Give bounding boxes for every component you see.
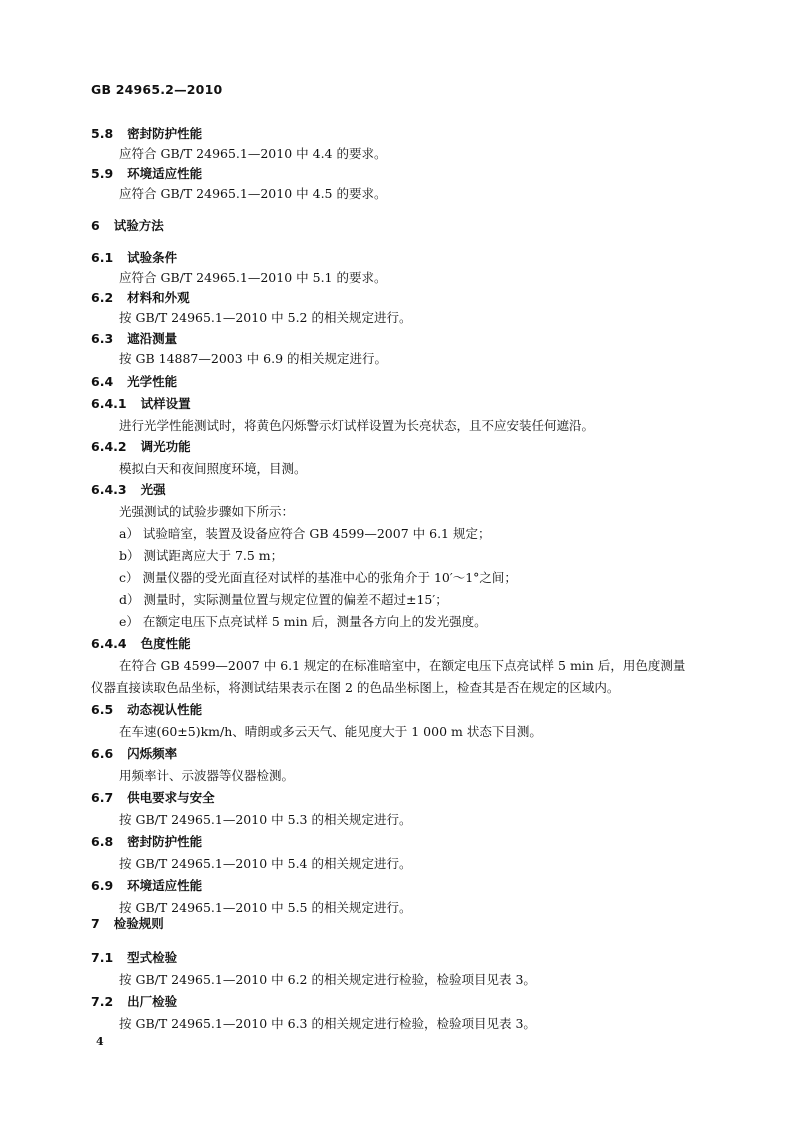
paragraph-text: 应符合 GB/T 24965.1—2010 中 5.1 的要求。 [119,270,387,285]
section-number: 6.4.4 [91,636,127,651]
paragraph-text: 进行光学性能测试时，将黄色闪烁警示灯试样设置为长亮状态，且不应安装任何遮沿。 [119,418,595,433]
paragraph-text: 按 GB/T 24965.1—2010 中 5.4 的相关规定进行。 [119,856,412,871]
section-heading [91,702,202,718]
paragraph-text: 按 GB/T 24965.1—2010 中 5.3 的相关规定进行。 [119,812,412,827]
section-number: 6.3 [91,331,114,346]
section-heading [91,994,177,1010]
paragraph-text: 按 GB/T 24965.1—2010 中 5.5 的相关规定进行。 [119,900,412,915]
section-number: 6.1 [91,250,114,265]
paragraph-text: 用频率计、示波器等仪器检测。 [119,768,295,783]
paragraph-text: 应符合 GB/T 24965.1—2010 中 4.5 的要求。 [119,186,387,201]
section-title: 动态视认性能 [127,702,203,717]
section-heading [91,374,177,390]
section-title: 环境适应性能 [127,878,203,893]
page-number: 4 [96,1035,104,1048]
section-title: 材料和外观 [127,290,190,305]
paragraph-text: 模拟白天和夜间照度环境，目测。 [119,461,307,476]
paragraph-text: 按 GB/T 24965.1—2010 中 5.2 的相关规定进行。 [119,310,412,325]
section-number: 6.2 [91,290,114,305]
section-heading [91,126,202,142]
paragraph-text: a） 试验暗室，装置及设备应符合 GB 4599—2007 中 6.1 规定； [119,526,491,541]
section-heading [91,790,215,806]
section-number: 7.2 [91,994,114,1009]
section-number: 5.9 [91,166,114,181]
section-title: 密封防护性能 [127,126,203,141]
section-number: 7.1 [91,950,114,965]
section-title: 检验规则 [113,916,164,931]
section-number: 6.4.3 [91,482,127,497]
section-heading [91,916,164,932]
section-heading [91,439,191,455]
section-title: 型式检验 [127,950,178,965]
section-number: 6.8 [91,834,114,849]
section-title: 光强 [140,482,166,497]
paragraph-text: 按 GB 14887—2003 中 6.9 的相关规定进行。 [119,351,387,366]
section-heading [91,950,177,966]
section-heading [91,166,202,182]
paragraph-text: 按 GB/T 24965.1—2010 中 6.3 的相关规定进行检验，检验项目见表 3。 [119,1016,536,1031]
standard-id-header: GB 24965.2—2010 [91,82,223,97]
paragraph-text: 在符合 GB 4599—2007 中 6.1 规定的在标准暗室中，在额定电压下点亮试样 5 min 后，用色度测量 [119,658,686,673]
paragraph-text: c） 测量仪器的受光面直径对试样的基准中心的张角介于 10′～1°之间； [119,570,517,585]
section-title: 闪烁频率 [127,746,178,761]
section-heading [91,331,177,347]
section-number: 6.4.2 [91,439,127,454]
paragraph-text: 应符合 GB/T 24965.1—2010 中 4.4 的要求。 [119,146,387,161]
section-title: 供电要求与安全 [127,790,215,805]
section-title: 试样设置 [140,396,191,411]
paragraph-text: 仪器直接读取色品坐标，将测试结果表示在图 2 的色品坐标图上，检查其是否在规定的区域内。 [91,680,620,695]
section-heading [91,746,177,762]
section-number: 6 [91,218,100,233]
section-title: 色度性能 [140,636,191,651]
section-heading [91,218,164,234]
section-heading [91,250,177,266]
section-title: 光学性能 [127,374,178,389]
paragraph-text: 按 GB/T 24965.1—2010 中 6.2 的相关规定进行检验，检验项目见表 3。 [119,972,536,987]
section-heading [91,396,191,412]
section-number: 6.4.1 [91,396,127,411]
section-title: 环境适应性能 [127,166,203,181]
section-title: 调光功能 [140,439,191,454]
paragraph-text: 在车速(60±5)km/h、晴朗或多云天气、能见度大于 1 000 m 状态下目测。 [119,724,542,739]
section-number: 6.5 [91,702,114,717]
paragraph-text: 光强测试的试验步骤如下所示： [119,504,295,519]
section-heading [91,290,190,306]
section-title: 出厂检验 [127,994,178,1009]
section-number: 6.9 [91,878,114,893]
section-heading [91,636,191,652]
section-heading [91,878,202,894]
section-number: 6.6 [91,746,114,761]
section-number: 5.8 [91,126,114,141]
section-title: 密封防护性能 [127,834,203,849]
section-title: 遮沿测量 [127,331,178,346]
paragraph-text: e） 在额定电压下点亮试样 5 min 后，测量各方向上的发光强度。 [119,614,487,629]
paragraph-text: d） 测量时，实际测量位置与规定位置的偏差不超过±15′； [119,592,448,607]
section-title: 试验方法 [113,218,164,233]
section-heading [91,834,202,850]
section-title: 试验条件 [127,250,178,265]
section-number: 7 [91,916,100,931]
section-number: 6.7 [91,790,114,805]
section-number: 6.4 [91,374,114,389]
paragraph-text: b） 测试距离应大于 7.5 m； [119,548,284,563]
section-heading [91,482,166,498]
